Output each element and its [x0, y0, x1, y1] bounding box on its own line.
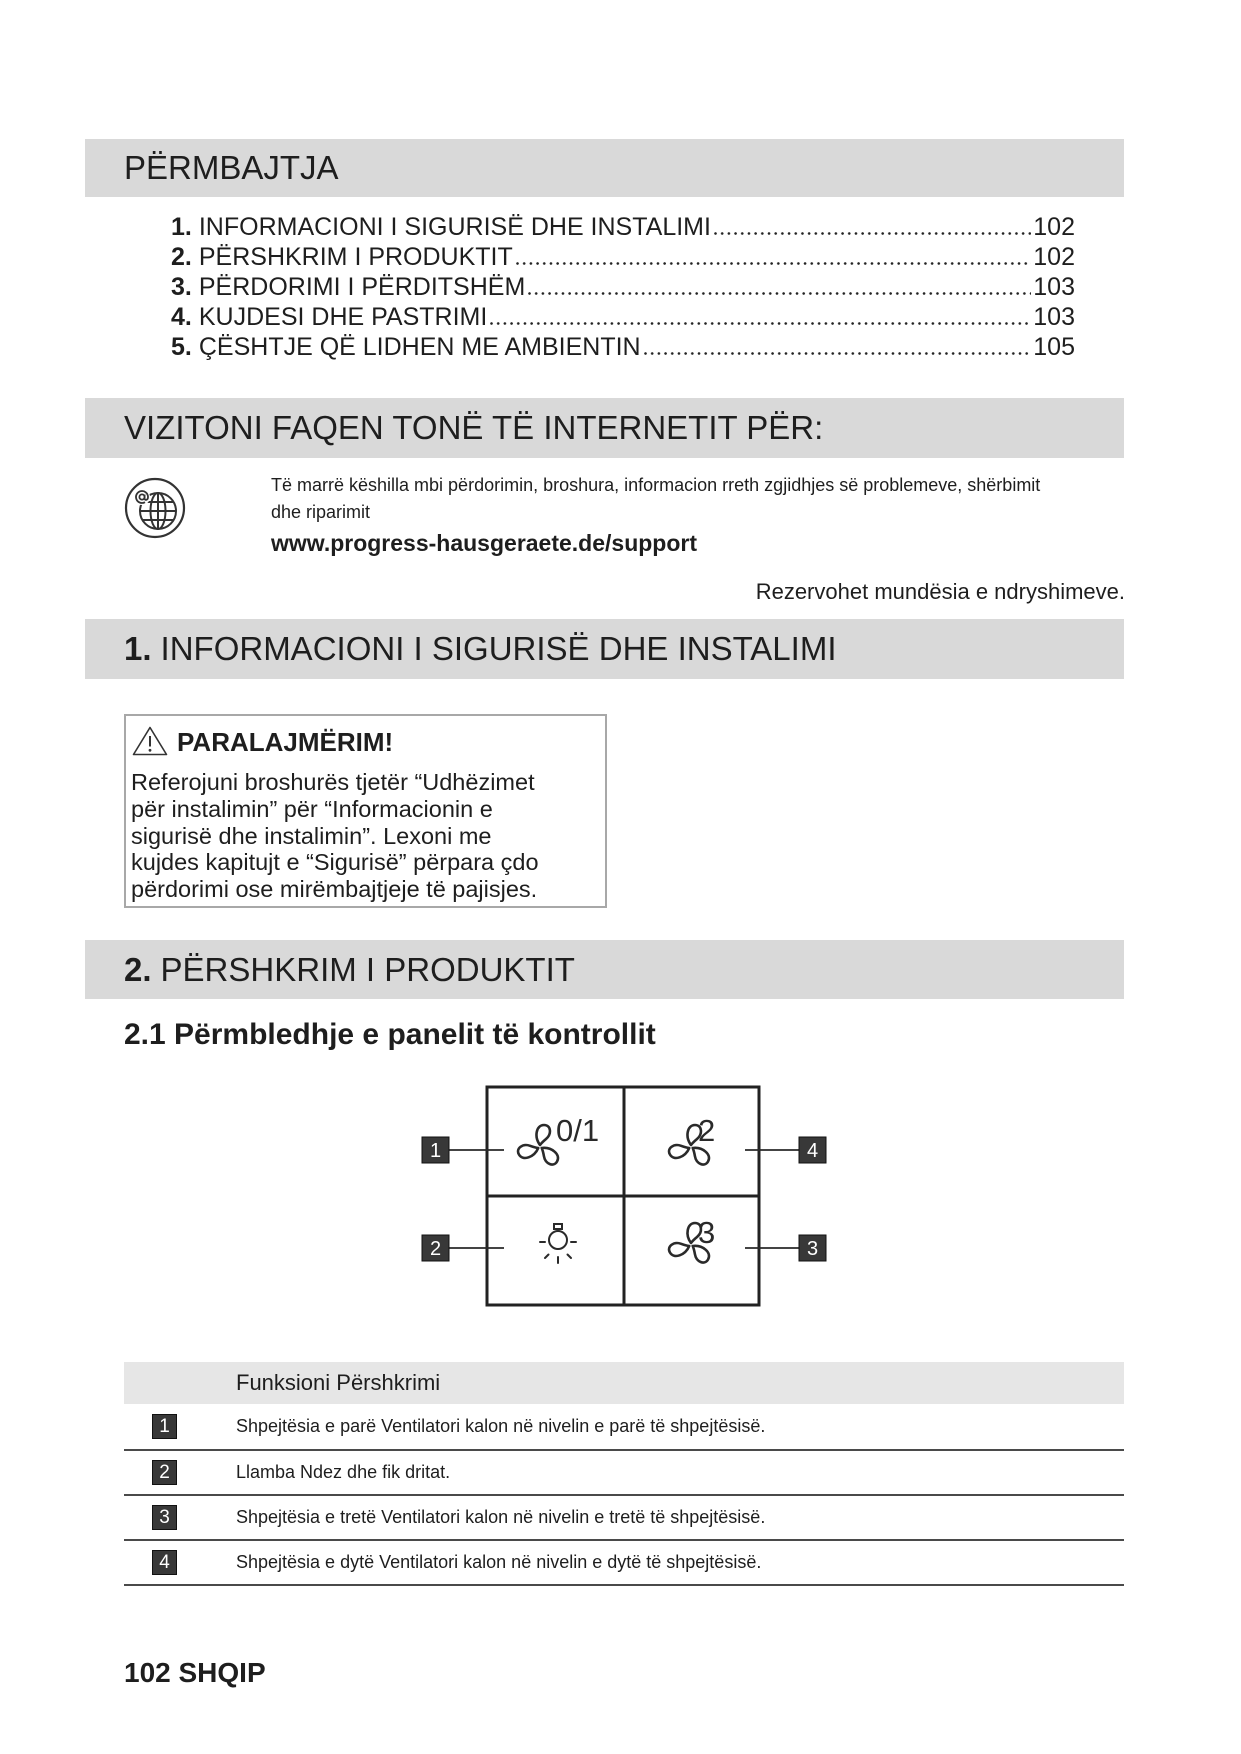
- fan-speed-label: 0/1: [556, 1113, 600, 1148]
- control-panel-diagram: [400, 1070, 850, 1330]
- toc-item-label: PËRSHKRIM I PRODUKTIT: [198, 243, 513, 271]
- subsection-title: 2.1 Përmbledhje e panelit të kontrollit: [124, 1018, 656, 1051]
- toc-item-number: 2.: [171, 243, 192, 271]
- toc-header-bar: [85, 139, 1124, 197]
- warning-text-line: përdorimi ose mirëmbajtjeje të pajisjes.: [131, 876, 538, 903]
- toc-leader-dots: [714, 225, 1031, 235]
- toc-item-number: 1.: [171, 213, 192, 241]
- visit-header-bar: [85, 398, 1124, 458]
- table-row: [124, 1404, 1124, 1451]
- table-row-number: 4: [152, 1550, 177, 1575]
- warning-box: [124, 714, 607, 908]
- visit-description: [271, 472, 1040, 526]
- table-row-number: 1: [152, 1414, 177, 1439]
- visit-title: VIZITONI FAQEN TONË TË INTERNETIT PËR:: [124, 409, 824, 446]
- callout-number: 1: [429, 1140, 442, 1162]
- fan-speed-label: 3: [698, 1215, 716, 1250]
- page-footer: 102 SHQIP: [124, 1657, 266, 1688]
- toc-item-label: ÇËSHTJE QË LIDHEN ME AMBIENTIN: [198, 333, 641, 361]
- toc-item[interactable]: [171, 242, 1075, 272]
- toc-leader-dots: [644, 345, 1032, 355]
- table-row-text: Shpejtësia e dytë Ventilatori kalon në nivelin e dytë të shpejtësisë.: [236, 1552, 762, 1572]
- warning-text-line: sigurisë dhe instalimin”. Lexoni me: [131, 822, 492, 849]
- table-header: [124, 1362, 1124, 1404]
- callout-number: 4: [806, 1140, 819, 1162]
- toc-item-number: 5.: [171, 333, 192, 361]
- toc-item-label: PËRDORIMI I PËRDITSHËM: [198, 273, 526, 301]
- globe-at-icon: [124, 477, 186, 539]
- toc-item[interactable]: [171, 272, 1075, 302]
- table-row-number: 2: [152, 1460, 177, 1485]
- toc-item-page: 103: [1033, 273, 1075, 301]
- toc-item-label: KUJDESI DHE PASTRIMI: [198, 303, 488, 331]
- table-row: [124, 1541, 1124, 1586]
- section-2-header-bar: [85, 940, 1124, 999]
- toc-leader-dots: [528, 285, 1031, 295]
- warning-triangle-icon: [132, 726, 168, 756]
- warning-text-line: për instalimin” për “Informacionin e: [131, 795, 493, 822]
- warning-text-line: Referojuni broshurës tjetër “Udhëzimet: [131, 769, 535, 795]
- toc-item[interactable]: [171, 212, 1075, 242]
- table-row-text: Shpejtësia e parë Ventilatori kalon në nivelin e parë të shpejtësisë.: [236, 1416, 766, 1436]
- toc-item-page: 102: [1033, 213, 1075, 241]
- lamp-icon: [540, 1224, 576, 1263]
- support-url-link[interactable]: www.progress-hausgeraete.de/support: [271, 530, 698, 556]
- section-title: INFORMACIONI I SIGURISË DHE INSTALIMI: [160, 630, 837, 667]
- visit-description-line: Të marrë këshilla mbi përdorimin, broshura, informacion rreth zgjidhjes së problemeve, shërbimit: [271, 475, 1041, 495]
- function-table: [124, 1362, 1124, 1586]
- table-header-label: Funksioni Përshkrimi: [236, 1370, 441, 1395]
- fan-speed-label: 2: [698, 1113, 716, 1148]
- fan-icon: [516, 1125, 561, 1167]
- toc-item-page: 103: [1033, 303, 1075, 331]
- toc-item-number: 3.: [171, 273, 192, 301]
- callout-number: 2: [429, 1238, 442, 1260]
- toc-item-page: 105: [1033, 333, 1075, 361]
- toc-leader-dots: [490, 315, 1031, 325]
- toc-title: PËRMBAJTJA: [124, 149, 339, 186]
- section-title: PËRSHKRIM I PRODUKTIT: [160, 950, 575, 988]
- toc-item-page: 102: [1033, 243, 1075, 271]
- warning-text: [131, 769, 539, 903]
- table-row: [124, 1451, 1124, 1496]
- table-row: [124, 1496, 1124, 1541]
- toc-leader-dots: [516, 255, 1032, 265]
- section-number: 2.: [124, 950, 152, 988]
- toc-item-label: INFORMACIONI I SIGURISË DHE INSTALIMI: [198, 213, 711, 241]
- warning-text-line: kujdes kapitujt e “Sigurisë” përpara çdo: [131, 849, 539, 876]
- section-1-header-bar: [85, 619, 1124, 679]
- table-row-number: 3: [152, 1505, 177, 1530]
- visit-description-line: dhe riparimit: [271, 502, 371, 522]
- warning-title: PARALAJMËRIM!: [177, 727, 394, 757]
- toc-item-number: 4.: [171, 303, 192, 331]
- table-of-contents: [171, 212, 1075, 362]
- toc-item[interactable]: [171, 332, 1075, 362]
- callout-number: 3: [806, 1238, 819, 1260]
- table-row-text: Shpejtësia e tretë Ventilatori kalon në nivelin e tretë të shpejtësisë.: [236, 1507, 766, 1527]
- reserve-note: Rezervohet mundësia e ndryshimeve.: [755, 579, 1125, 604]
- section-number: 1.: [124, 630, 152, 667]
- table-row-text: Llamba Ndez dhe fik dritat.: [236, 1462, 451, 1482]
- toc-item[interactable]: [171, 302, 1075, 332]
